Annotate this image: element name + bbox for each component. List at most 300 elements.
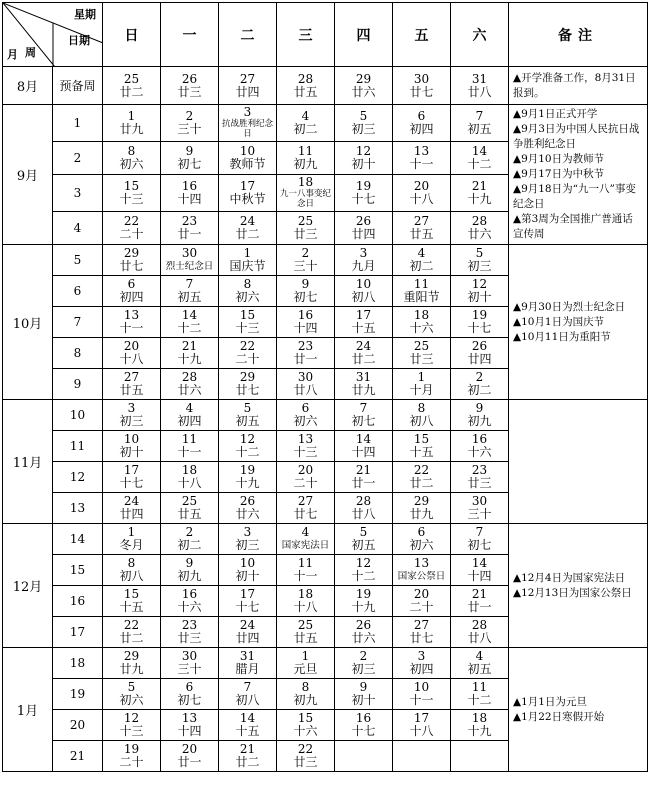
solar-date: 13 [413, 143, 430, 158]
notes-cell [509, 105, 648, 245]
lunar-date: 教师节 [229, 156, 266, 171]
solar-date: 30 [181, 246, 198, 260]
lunar-date: 初三 [235, 538, 260, 552]
day-cell [161, 400, 219, 431]
day-cell [335, 741, 393, 772]
lunar-date: 初七 [177, 156, 202, 171]
solar-date: 6 [417, 108, 426, 123]
day-cell [219, 211, 277, 244]
solar-date: 21 [471, 178, 488, 193]
day-cell [277, 338, 335, 369]
solar-date: 15 [123, 587, 140, 601]
day-cell [277, 276, 335, 307]
lunar-date: 二十 [235, 352, 260, 366]
month-cell: 1月 [3, 648, 53, 772]
day-cell [161, 648, 219, 679]
solar-date: 3 [127, 401, 136, 415]
lunar-date: 廿六 [235, 507, 260, 521]
day-cell [219, 462, 277, 493]
lunar-date: 初七 [293, 290, 318, 304]
note-line: ▲开学准备工作，8月31日报到。 [513, 71, 636, 99]
day-cell [277, 431, 335, 462]
lunar-date: 廿一 [177, 226, 202, 241]
solar-date: 28 [181, 370, 198, 384]
solar-date: 4 [475, 649, 484, 663]
lunar-date: 二十 [119, 226, 144, 241]
day-cell [103, 462, 161, 493]
weekday-sat: 六 [451, 3, 509, 67]
solar-date: 19 [123, 742, 140, 756]
lunar-date: 初八 [119, 569, 144, 583]
solar-date: 16 [181, 178, 198, 193]
notes-header: 备注 [509, 3, 648, 67]
day-cell [161, 245, 219, 276]
solar-date: 28 [471, 618, 488, 632]
lunar-date: 十二 [467, 693, 492, 707]
lunar-date: 初十 [467, 290, 492, 304]
day-cell [451, 105, 509, 142]
header-row [3, 3, 648, 67]
lunar-date: 重阳节 [403, 290, 440, 304]
day-cell [335, 462, 393, 493]
note-line: ▲1月1日为元旦 [513, 695, 587, 708]
lunar-date: 十三 [119, 724, 144, 738]
solar-date: 17 [239, 587, 256, 601]
day-cell [103, 211, 161, 244]
week-number-cell: 1 [53, 105, 103, 142]
lunar-date: 十六 [293, 724, 318, 738]
day-cell [335, 276, 393, 307]
day-cell [451, 211, 509, 244]
day-cell [451, 276, 509, 307]
day-cell [451, 307, 509, 338]
lunar-date: 国家宪法日 [281, 540, 330, 551]
lunar-date: 廿三 [177, 84, 202, 99]
month-cell: 12月 [3, 524, 53, 648]
day-cell [451, 245, 509, 276]
solar-date: 4 [417, 246, 426, 260]
lunar-date: 廿四 [235, 631, 260, 645]
lunar-date: 初四 [409, 662, 434, 676]
day-cell [335, 431, 393, 462]
day-cell [451, 648, 509, 679]
day-cell [393, 307, 451, 338]
solar-date: 8 [417, 401, 426, 415]
lunar-date: 十四 [351, 445, 376, 459]
day-cell [393, 524, 451, 555]
solar-date: 1 [243, 246, 252, 260]
solar-date: 9 [359, 680, 368, 694]
lunar-date: 廿二 [235, 755, 260, 769]
day-cell [103, 493, 161, 524]
note-line: ▲9月10日为教师节 [513, 153, 605, 165]
weekday-tue: 二 [219, 3, 277, 67]
week-number-cell: 19 [53, 679, 103, 710]
month-cell: 10月 [3, 245, 53, 400]
lunar-date: 国庆节 [229, 259, 266, 273]
solar-date: 7 [475, 525, 484, 539]
solar-date: 7 [475, 108, 484, 123]
day-cell [335, 338, 393, 369]
week-number-cell: 11 [53, 431, 103, 462]
solar-date: 16 [471, 432, 488, 446]
solar-date: 9 [185, 143, 194, 158]
day-cell [103, 105, 161, 142]
solar-date: 25 [297, 618, 314, 632]
day-cell [219, 338, 277, 369]
day-cell [219, 493, 277, 524]
week-label: 周 [25, 46, 36, 59]
solar-date: 19 [355, 587, 372, 601]
lunar-date: 廿二 [119, 631, 144, 645]
lunar-date: 初五 [351, 538, 376, 552]
week-number-cell: 18 [53, 648, 103, 679]
note-line: ▲9月1日正式开学 [513, 108, 598, 120]
lunar-date: 廿二 [119, 84, 144, 99]
lunar-date: 初十 [235, 569, 260, 583]
solar-date: 9 [475, 401, 484, 415]
day-cell [161, 105, 219, 142]
lunar-date: 初九 [177, 569, 202, 583]
lunar-date: 廿九 [351, 383, 376, 397]
solar-date: 29 [123, 649, 140, 663]
day-cell [335, 105, 393, 142]
day-cell [451, 462, 509, 493]
day-cell [451, 555, 509, 586]
week-number-cell: 17 [53, 617, 103, 648]
day-cell [451, 174, 509, 211]
day-cell [277, 369, 335, 400]
note-line: ▲10月11日为重阳节 [513, 330, 611, 343]
solar-date: 15 [297, 711, 314, 725]
day-cell [393, 400, 451, 431]
lunar-date: 廿七 [409, 631, 434, 645]
day-cell [161, 338, 219, 369]
solar-date: 6 [301, 401, 310, 415]
solar-date: 2 [185, 525, 194, 539]
lunar-date: 十九 [235, 476, 260, 490]
solar-date: 13 [181, 711, 198, 725]
lunar-date: 十七 [119, 476, 144, 490]
solar-date: 21 [181, 339, 198, 353]
weekday-mon: 一 [161, 3, 219, 67]
lunar-date: 十六 [467, 445, 492, 459]
weekday-fri: 五 [393, 3, 451, 67]
month-cell: 8月 [3, 67, 53, 105]
lunar-date: 廿六 [177, 383, 202, 397]
day-cell [219, 369, 277, 400]
day-cell [335, 617, 393, 648]
solar-date: 16 [297, 308, 314, 322]
lunar-date: 十八 [409, 724, 434, 738]
week-number-cell: 16 [53, 586, 103, 617]
solar-date: 8 [127, 143, 136, 158]
day-cell [219, 741, 277, 772]
lunar-date: 十二 [177, 321, 202, 335]
week-row [3, 245, 648, 276]
lunar-date: 腊月 [235, 662, 260, 676]
solar-date: 25 [413, 339, 430, 353]
solar-date: 26 [355, 213, 372, 228]
solar-date: 3 [359, 246, 368, 260]
note-line: ▲9月30日为烈士纪念日 [513, 300, 626, 313]
lunar-date: 初三 [351, 121, 376, 136]
month-cell: 11月 [3, 400, 53, 524]
day-cell [103, 141, 161, 174]
solar-date: 20 [181, 742, 198, 756]
solar-date: 29 [123, 246, 140, 260]
lunar-date: 十九 [351, 600, 376, 614]
day-cell [161, 462, 219, 493]
lunar-date: 初二 [177, 538, 202, 552]
solar-date: 9 [301, 277, 310, 291]
solar-date: 17 [239, 178, 256, 193]
solar-date: 5 [127, 680, 136, 694]
day-cell [219, 524, 277, 555]
week-number-cell: 8 [53, 338, 103, 369]
day-cell [103, 400, 161, 431]
day-cell [451, 400, 509, 431]
day-cell [277, 105, 335, 142]
day-cell [451, 141, 509, 174]
solar-date: 10 [239, 556, 256, 570]
solar-date: 27 [297, 494, 314, 508]
day-cell [335, 524, 393, 555]
day-cell [393, 493, 451, 524]
solar-date: 27 [239, 71, 256, 86]
day-cell [451, 586, 509, 617]
day-cell [451, 741, 509, 772]
day-cell [277, 524, 335, 555]
note-line: ▲10月1日为国庆节 [513, 315, 605, 328]
week-number-cell: 5 [53, 245, 103, 276]
solar-date: 25 [181, 494, 198, 508]
lunar-date: 十九 [467, 191, 492, 206]
solar-date: 10 [413, 680, 430, 694]
lunar-date: 初七 [177, 693, 202, 707]
lunar-date: 冬月 [119, 538, 144, 552]
solar-date: 10 [123, 432, 140, 446]
day-cell [219, 710, 277, 741]
day-cell [161, 276, 219, 307]
solar-date: 29 [413, 494, 430, 508]
lunar-date: 十五 [119, 600, 144, 614]
day-cell [335, 174, 393, 211]
solar-date: 21 [355, 463, 372, 477]
lunar-date: 十八 [409, 191, 434, 206]
solar-date: 6 [417, 525, 426, 539]
solar-date: 23 [471, 463, 488, 477]
solar-date: 26 [239, 494, 256, 508]
solar-date: 3 [417, 649, 426, 663]
solar-date: 31 [355, 370, 372, 384]
day-cell [161, 617, 219, 648]
solar-date: 30 [413, 71, 430, 86]
lunar-date: 初九 [293, 156, 318, 171]
solar-date: 4 [301, 525, 310, 539]
month-label: 月 [7, 48, 18, 61]
lunar-date: 廿五 [293, 631, 318, 645]
lunar-date: 十七 [351, 724, 376, 738]
solar-date: 12 [355, 556, 372, 570]
lunar-date: 初九 [467, 414, 492, 428]
day-cell [103, 648, 161, 679]
lunar-date: 十四 [467, 569, 492, 583]
lunar-date: 廿九 [119, 662, 144, 676]
day-cell [335, 400, 393, 431]
day-cell [393, 431, 451, 462]
lunar-date: 廿九 [409, 507, 434, 521]
lunar-date: 廿四 [119, 507, 144, 521]
day-cell [335, 710, 393, 741]
solar-date: 20 [413, 587, 430, 601]
day-cell [103, 174, 161, 211]
week-row [3, 524, 648, 555]
day-cell [393, 245, 451, 276]
lunar-date: 十六 [409, 321, 434, 335]
day-cell [219, 679, 277, 710]
solar-date: 27 [413, 618, 430, 632]
solar-date: 5 [475, 246, 484, 260]
solar-date: 23 [297, 339, 314, 353]
lunar-date: 十二 [351, 569, 376, 583]
lunar-date: 廿一 [293, 352, 318, 366]
lunar-date: 初三 [119, 414, 144, 428]
day-cell [393, 174, 451, 211]
lunar-date: 三十 [177, 121, 202, 136]
lunar-date: 廿三 [293, 226, 318, 241]
day-cell [161, 211, 219, 244]
solar-date: 5 [243, 401, 252, 415]
solar-date: 4 [185, 401, 194, 415]
solar-date: 10 [355, 277, 372, 291]
solar-date: 25 [123, 71, 140, 86]
lunar-date: 廿二 [351, 352, 376, 366]
lunar-date: 九一八事变纪念日 [279, 189, 331, 210]
lunar-date: 中秋节 [229, 191, 266, 206]
day-cell [103, 524, 161, 555]
solar-date: 26 [181, 71, 198, 86]
day-cell [277, 141, 335, 174]
solar-date: 16 [355, 711, 372, 725]
solar-date: 11 [181, 432, 198, 446]
date-label: 日期 [68, 34, 90, 47]
week-row [3, 400, 648, 431]
day-cell [103, 586, 161, 617]
lunar-date: 二十 [293, 476, 318, 490]
school-calendar-table [2, 2, 648, 772]
day-cell [393, 67, 451, 105]
note-line: ▲9月18日为“九一八”事变纪念日 [513, 183, 636, 210]
lunar-date: 十一 [119, 321, 144, 335]
lunar-date: 十八 [293, 600, 318, 614]
notes-cell [509, 648, 648, 772]
lunar-date: 初三 [467, 259, 492, 273]
solar-date: 18 [297, 587, 314, 601]
day-cell [219, 431, 277, 462]
day-cell [161, 493, 219, 524]
lunar-date: 十五 [351, 321, 376, 335]
solar-date: 20 [297, 463, 314, 477]
solar-date: 22 [123, 618, 140, 632]
week-number-cell: 6 [53, 276, 103, 307]
week-number-cell: 2 [53, 141, 103, 174]
lunar-date: 初十 [119, 445, 144, 459]
day-cell [103, 67, 161, 105]
lunar-date: 廿八 [467, 84, 492, 99]
lunar-date: 初十 [351, 156, 376, 171]
lunar-date: 廿七 [293, 507, 318, 521]
solar-date: 7 [243, 680, 252, 694]
solar-date: 13 [123, 308, 140, 322]
lunar-date: 廿六 [351, 631, 376, 645]
week-number-cell: 7 [53, 307, 103, 338]
lunar-date: 廿一 [177, 755, 202, 769]
lunar-date: 初十 [351, 693, 376, 707]
day-cell [393, 141, 451, 174]
solar-date: 13 [413, 556, 430, 570]
solar-date: 24 [239, 618, 256, 632]
lunar-date: 初六 [293, 414, 318, 428]
day-cell [451, 617, 509, 648]
day-cell [451, 369, 509, 400]
note-line: ▲9月3日为中国人民抗日战争胜利纪念日 [513, 123, 640, 150]
day-cell [277, 741, 335, 772]
lunar-date: 二十 [119, 755, 144, 769]
lunar-date: 十三 [119, 191, 144, 206]
lunar-date: 烈士纪念日 [165, 261, 214, 272]
notes-cell [509, 400, 648, 524]
day-cell [103, 431, 161, 462]
solar-date: 12 [355, 143, 372, 158]
lunar-date: 廿五 [119, 383, 144, 397]
day-cell [103, 369, 161, 400]
day-cell [393, 586, 451, 617]
day-cell [335, 586, 393, 617]
day-cell [219, 617, 277, 648]
lunar-date: 初四 [119, 290, 144, 304]
solar-date: 26 [355, 618, 372, 632]
day-cell [277, 174, 335, 211]
lunar-date: 廿五 [293, 84, 318, 99]
lunar-date: 十八 [177, 476, 202, 490]
solar-date: 31 [239, 649, 256, 663]
day-cell [277, 67, 335, 105]
day-cell [335, 648, 393, 679]
lunar-date: 初五 [235, 414, 260, 428]
day-cell [161, 67, 219, 105]
day-cell [335, 141, 393, 174]
lunar-date: 初六 [235, 290, 260, 304]
lunar-date: 三十 [293, 259, 318, 273]
solar-date: 21 [239, 742, 256, 756]
lunar-date: 初三 [351, 662, 376, 676]
lunar-date: 廿八 [293, 383, 318, 397]
solar-date: 5 [359, 525, 368, 539]
solar-date: 14 [355, 432, 372, 446]
day-cell [103, 245, 161, 276]
day-cell [335, 211, 393, 244]
day-cell [393, 617, 451, 648]
solar-date: 18 [181, 463, 198, 477]
day-cell [393, 105, 451, 142]
lunar-date: 初四 [177, 414, 202, 428]
solar-date: 1 [417, 370, 426, 384]
day-cell [161, 679, 219, 710]
lunar-date: 十一 [293, 569, 318, 583]
lunar-date: 二十 [409, 600, 434, 614]
day-cell [393, 211, 451, 244]
